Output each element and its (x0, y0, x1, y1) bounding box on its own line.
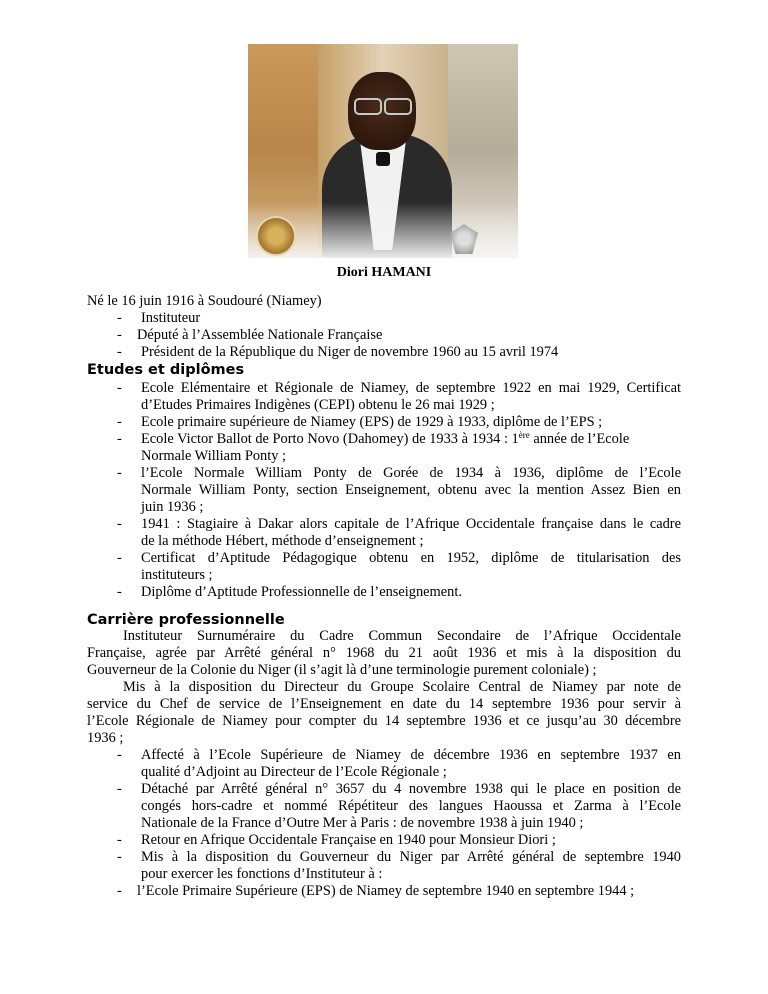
list-dash: - (117, 310, 122, 326)
career-item: l’Ecole Primaire Supérieure (EPS) de Niamey de septembre 1940 en septembre 1944 ; (137, 883, 635, 899)
list-dash: - (117, 516, 122, 532)
role-item: Député à l’Assemblée Nationale Française (137, 327, 383, 343)
study-item: Diplôme d’Aptitude Professionnelle de l’enseignement. (141, 584, 462, 600)
list-dash: - (117, 344, 122, 360)
list-dash: - (117, 747, 122, 763)
study-item: 1941 : Stagiaire à Dakar alors capitale de l’Afrique Occidentale française dans le cadre (141, 516, 681, 532)
portrait-caption: Diori HAMANI (336, 265, 432, 280)
role-item: Instituteur (141, 310, 201, 326)
study-item: Normale William Ponty, section Enseignement, obtenu avec la mention Assez Bien en (141, 482, 681, 498)
study-item: juin 1936 ; (141, 499, 204, 515)
study-item: l’Ecole Normale William Ponty de Gorée de 1934 à 1936, diplôme de l’Ecole (141, 465, 681, 481)
career-item: Nationale de la France d’Outre Mer à Paris : de novembre 1938 à juin 1940 ; (141, 815, 584, 831)
career-paragraph: Française, agrée par Arrêté général n° 1968 du 21 août 1936 et mis à la disposition du (87, 645, 681, 661)
career-paragraph: Mis à la disposition du Directeur du Groupe Scolaire Central de Niamey par note de (123, 679, 681, 695)
career-item: Mis à la disposition du Gouverneur du Niger par Arrêté général de septembre 1940 (141, 849, 681, 865)
career-paragraph: l’Ecole Régionale de Niamey pour compter du 14 septembre 1936 et ce jusqu’au 30 décembre (87, 713, 681, 729)
list-dash: - (117, 327, 122, 343)
list-dash: - (117, 781, 122, 797)
study-item: d’Etudes Primaires Indigènes (CEPI) obtenu le 26 mai 1929 ; (141, 397, 495, 413)
study-item: instituteurs ; (141, 567, 213, 583)
career-item: qualité d’Adjoint au Directeur de l’Ecole Régionale ; (141, 764, 447, 780)
list-dash: - (117, 883, 122, 899)
coat-of-arms-icon (256, 216, 296, 256)
study-item: Normale William Ponty ; (141, 448, 287, 464)
list-dash: - (117, 584, 122, 600)
study-item: Ecole Victor Ballot de Porto Novo (Dahomey) de 1933 à 1934 : 1ère année de l’Ecole (141, 430, 630, 447)
career-item: Retour en Afrique Occidentale Française en 1940 pour Monsieur Diori ; (141, 832, 556, 848)
list-dash: - (117, 380, 122, 396)
section-heading-etudes: Etudes et diplômes (87, 362, 245, 378)
career-item: pour exercer les fonctions d’Instituteur à : (141, 866, 383, 882)
career-item: Affecté à l’Ecole Supérieure de Niamey de décembre 1936 en septembre 1937 en (141, 747, 681, 763)
list-dash: - (117, 465, 122, 481)
career-paragraph: 1936 ; (87, 730, 124, 746)
study-item: Ecole Elémentaire et Régionale de Niamey, de septembre 1922 en mai 1929, Certificat (141, 380, 681, 396)
list-dash: - (117, 414, 122, 430)
career-paragraph: Gouverneur de la Colonie du Niger (il s’agit là d’une terminologie purement coloniale) ; (87, 662, 597, 678)
career-paragraph: Instituteur Surnuméraire du Cadre Commun Secondaire de l’Afrique Occidentale (123, 628, 681, 644)
birth-line: Né le 16 juin 1916 à Soudouré (Niamey) (87, 293, 322, 309)
study-item: Certificat d’Aptitude Pédagogique obtenu en 1952, diplôme de titularisation des (141, 550, 681, 566)
portrait-photo (248, 44, 518, 258)
list-dash: - (117, 431, 122, 447)
role-item: Président de la République du Niger de novembre 1960 au 15 avril 1974 (141, 344, 559, 360)
study-item: Ecole primaire supérieure de Niamey (EPS) de 1929 à 1933, diplôme de l’EPS ; (141, 414, 603, 430)
list-dash: - (117, 849, 122, 865)
career-item: congés hors-cadre et nommé Répétiteur des langues Haoussa et Zarma à l’Ecole (141, 798, 681, 814)
study-item: de la méthode Hébert, méthode d’enseignement ; (141, 533, 424, 549)
career-paragraph: service du Chef de service de l’Enseignement en date du 14 septembre 1936 pour servir à (87, 696, 681, 712)
career-item: Détaché par Arrêté général n° 3657 du 4 novembre 1938 qui le place en position de (141, 781, 681, 797)
section-heading-carriere: Carrière professionnelle (87, 612, 285, 628)
list-dash: - (117, 550, 122, 566)
list-dash: - (117, 832, 122, 848)
